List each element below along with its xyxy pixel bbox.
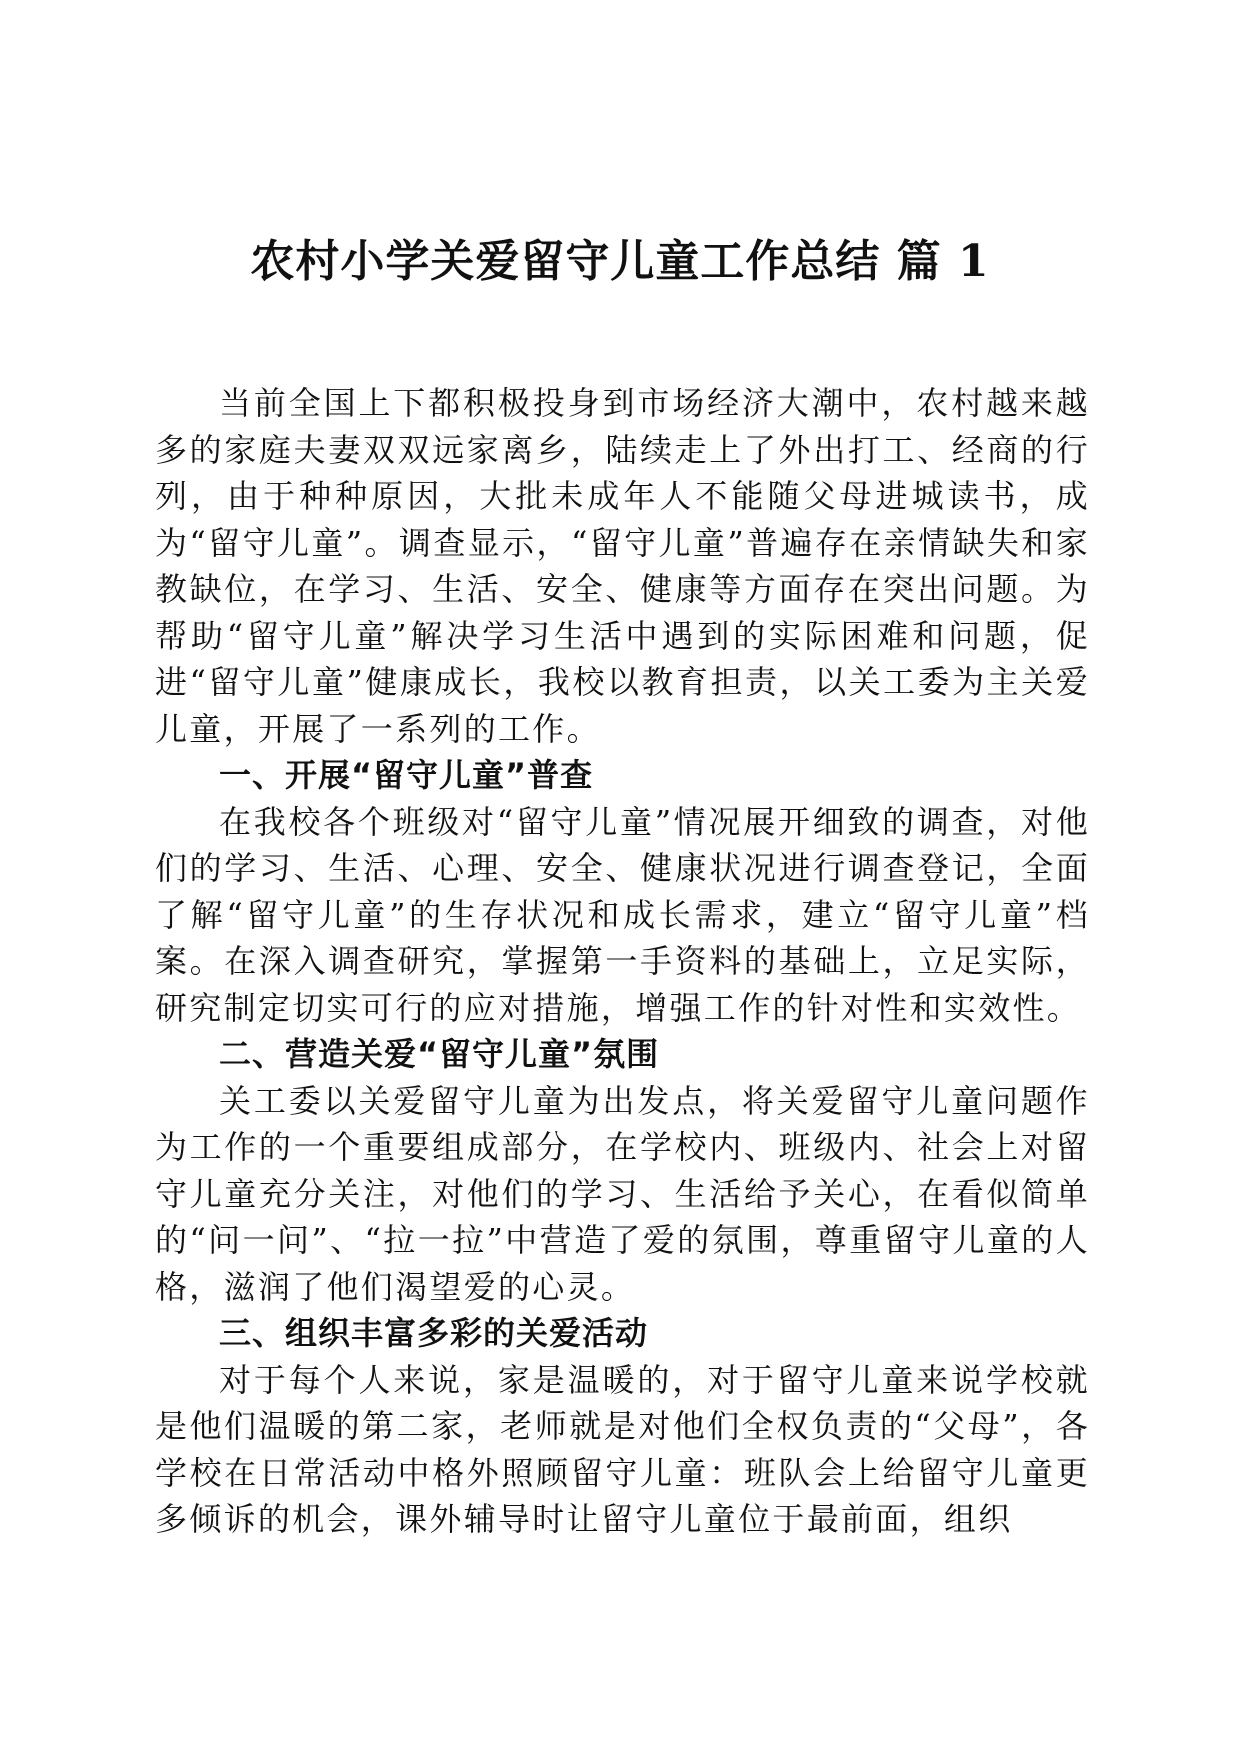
section-heading-1: 一、开展“留守儿童”普查 (219, 756, 594, 794)
document-body (155, 380, 1090, 1543)
section-body-3: 对于每个人来说，家是温暖的，对于留守儿童来说学校就是他们温暖的第二家，老师就是对他们全权负责的“父母”，各学校在日常活动中格外照顾留守儿童：班队会上给留守儿童更多倾诉的机会，课外辅导时让留守儿童位于最前面，组织 (155, 1360, 1090, 1538)
section-body-2: 关工委以关爱留守儿童为出发点，将关爱留守儿童问题作为工作的一个重要组成部分，在学校内、班级内、社会上对留守儿童充分关注，对他们的学习、生活给予关心，在看似简单的“问一问”、“拉一拉”中营造了爱的氛围，尊重留守儿童的人格，滋润了他们渴望爱的心灵。 (155, 1081, 1090, 1306)
document-title: 农村小学关爱留守儿童工作总结 篇 1 (250, 236, 990, 287)
intro-paragraph: 当前全国上下都积极投身到市场经济大潮中，农村越来越多的家庭夫妻双双远家离乡，陆续走上了外出打工、经商的行列，由于种种原因，大批未成年人不能随父母进城读书，成为“留守儿童”。调查显示，“留守儿童”普遍存在亲情缺失和家教缺位，在学习、生活、安全、健康等方面存在突出问题。为帮助“留守儿童”解决学习生活中遇到的实际困难和问题，促进“留守儿童”健康成长，我校以教育担责，以关工委为主关爱儿童，开展了一系列的工作。 (155, 384, 1090, 748)
section-heading-3: 三、组织丰富多彩的关爱活动 (219, 1314, 649, 1352)
section-heading-2: 二、营造关爱“留守儿童”氛围 (219, 1035, 660, 1073)
section-body-1: 在我校各个班级对“留守儿童”情况展开细致的调查，对他们的学习、生活、心理、安全、健康状况进行调查登记，全面了解“留守儿童”的生存状况和成长需求，建立“留守儿童”档案。在深入调查研究，掌握第一手资料的基础上，立足实际，研究制定切实可行的应对措施，增强工作的针对性和实效性。 (155, 802, 1090, 1027)
